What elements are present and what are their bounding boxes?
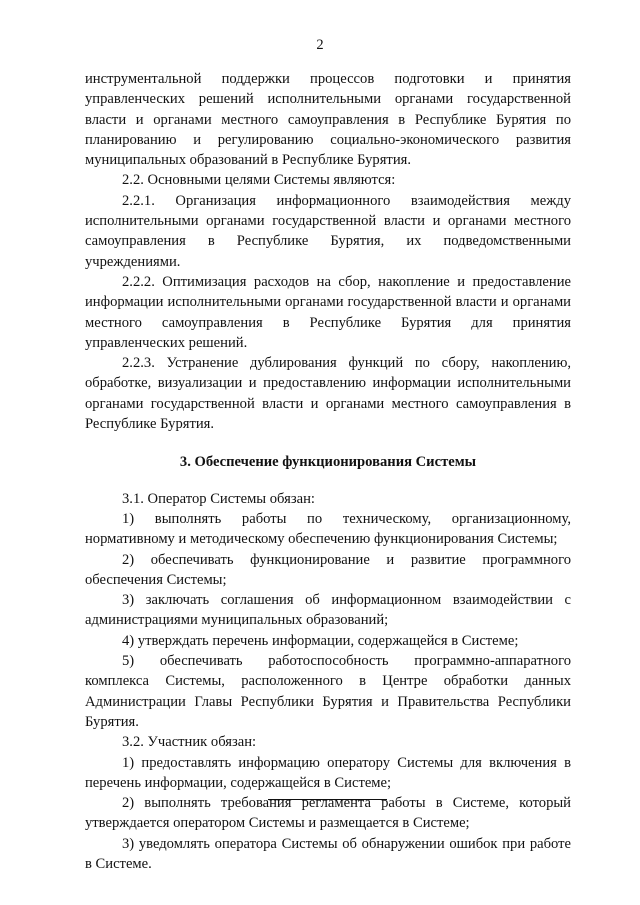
page-number: 2 [316, 37, 324, 53]
paragraph-2-2-2: 2.2.2. Оптимизация расходов на сбор, накопление и предоставление информации исполнительными органами государственной власти и органами местного самоуправления в Республике Бурятия для принятия управленческих решений. [85, 273, 571, 351]
document-body [85, 69, 571, 874]
list-item-3-1-2: 2) обеспечивать функционирование и развитие программного обеспечения Системы; [85, 551, 571, 588]
list-item-3-1-3: 3) заключать соглашения об информационном взаимодействии с администрациями муниципальных образований; [85, 592, 571, 629]
paragraph-3-1: 3.1. Оператор Системы обязан: [122, 490, 315, 507]
paragraph-2-2-3: 2.2.3. Устранение дублирования функций по сбору, накоплению, обработке, визуализации и предоставлению информации исполнительными органами государственной власти и органами местного самоуправления в Республике Бурятия. [85, 355, 571, 433]
list-item-3-2-3: 3) уведомлять оператора Системы об обнаружении ошибок при работе в Системе. [85, 835, 571, 872]
list-item-3-1-4: 4) утверждать перечень информации, содержащейся в Системе; [122, 632, 519, 649]
section-heading: 3. Обеспечение функционирования Системы [179, 454, 477, 471]
list-item-3-2-2: 2) выполнять требования регламента работы в Системе, который утверждается оператором Системы и размещается в Системе; [85, 795, 571, 832]
paragraph-2-2: 2.2. Основными целями Системы являются: [122, 172, 396, 189]
end-of-document-rule [268, 799, 387, 800]
list-item-3-2-1: 1) предоставлять информацию оператору Системы для включения в перечень информации, содержащейся в Системе; [85, 754, 571, 791]
list-item-3-1-5: 5) обеспечивать работоспособность программно-аппаратного комплекса Системы, расположенного в Центре обработки данных Администрации Главы Республики Бурятия и Правительства Республики Бурятия. [85, 653, 571, 730]
paragraph-2-2-1: 2.2.1. Организация информационного взаимодействия между исполнительными органами государственной власти и органами местного самоуправления в Республике Бурятия, их подведомственными учреждениями. [85, 192, 571, 270]
paragraph-3-2: 3.2. Участник обязан: [122, 734, 257, 751]
paragraph-continuation: инструментальной поддержки процессов подготовки и принятия управленческих решений исполнительными органами государственной власти и органами местного самоуправления в Республике Бурятия по планированию и регулированию социально-экономического развития муниципальных образований в Республике Бурятия. [85, 71, 571, 169]
list-item-3-1-1: 1) выполнять работы по техническому, организационному, нормативному и методическому обеспечению функционирования Системы; [85, 510, 571, 548]
